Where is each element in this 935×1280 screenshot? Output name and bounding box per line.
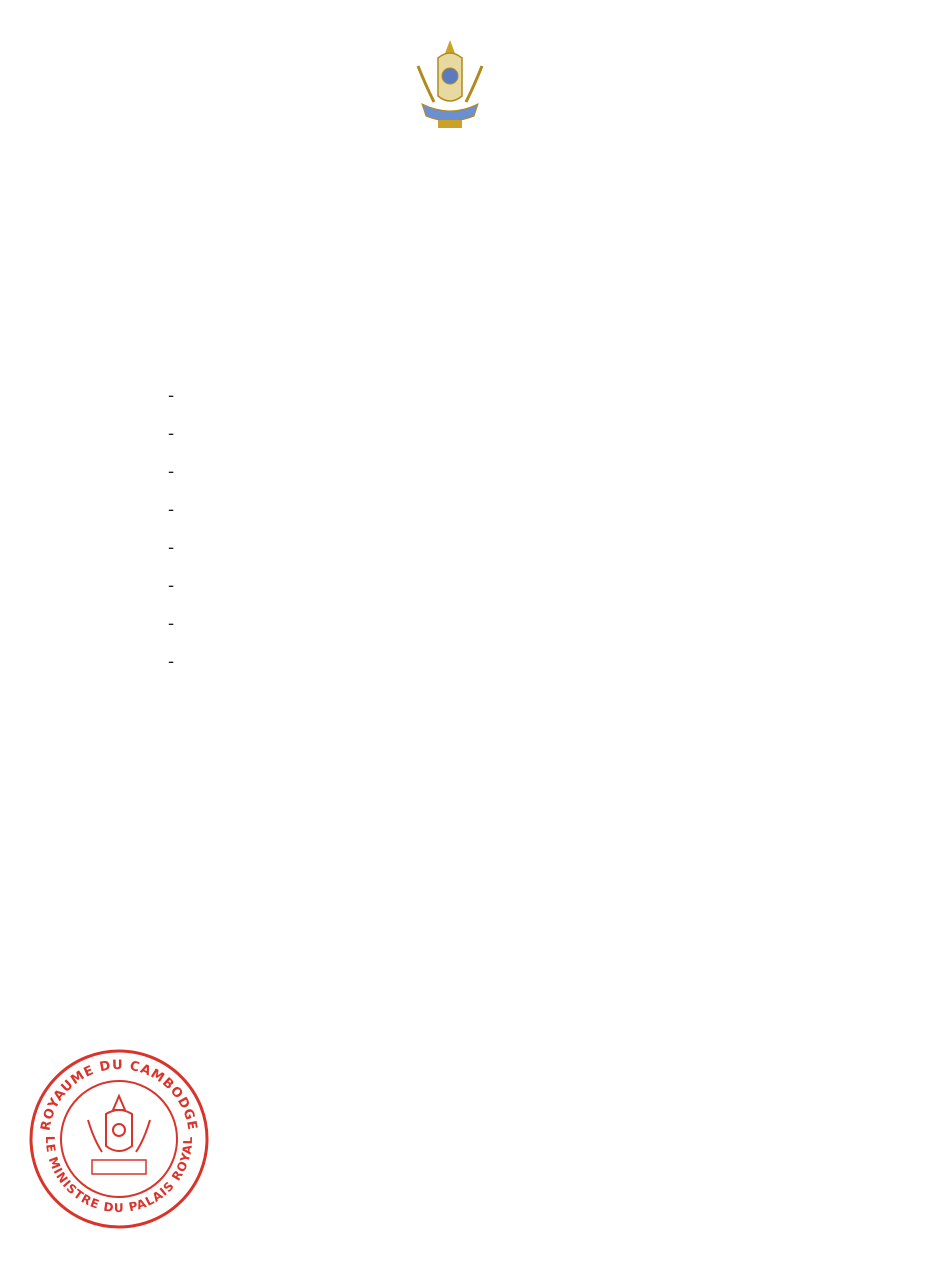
- preamble-item: [168, 418, 858, 450]
- preamble-item: [168, 646, 858, 678]
- preamble-item: [168, 494, 858, 526]
- preamble-text: [200, 380, 858, 412]
- preamble-list: [168, 380, 858, 684]
- preamble-item: [168, 570, 858, 602]
- preamble-text: [200, 494, 858, 526]
- preamble-text: [200, 532, 858, 564]
- preamble-item: [168, 380, 858, 412]
- bullet-dash: -: [168, 652, 175, 672]
- page-number: [0, 1212, 935, 1230]
- royal-title-line: [100, 294, 835, 327]
- royal-title-line: [100, 228, 835, 261]
- bullet-dash: -: [168, 538, 175, 558]
- bullet-dash: -: [168, 386, 175, 406]
- orders-heading: [0, 896, 935, 924]
- royal-palace-seal-icon: [28, 1048, 210, 1230]
- bullet-dash: -: [168, 462, 175, 482]
- preamble-item: [168, 532, 858, 564]
- seal-top-text: ROYAUME DU CAMBODGE: [38, 1057, 200, 1133]
- seal-bottom-text: LE MINISTRE DU PALAIS ROYAL: [42, 1135, 196, 1216]
- decree-title: [0, 148, 935, 178]
- preamble-text: [200, 608, 858, 640]
- preamble-text: [200, 570, 858, 602]
- bullet-dash: -: [168, 576, 175, 596]
- preamble-item: [168, 608, 858, 640]
- preamble-item: [168, 456, 858, 488]
- bullet-dash: -: [168, 614, 175, 634]
- royal-title-line: [100, 261, 835, 294]
- bullet-dash: -: [168, 424, 175, 444]
- royal-arms-icon: [408, 36, 492, 134]
- preamble-text: [200, 418, 858, 450]
- bullet-dash: -: [168, 500, 175, 520]
- preamble-text: [200, 456, 858, 488]
- royal-title-line: [100, 327, 835, 360]
- royal-title-block: [100, 228, 835, 360]
- preamble-text: [200, 646, 858, 678]
- we-heading: [0, 192, 935, 218]
- svg-text:LE MINISTRE DU PALAIS ROYAL: [43, 1136, 195, 1215]
